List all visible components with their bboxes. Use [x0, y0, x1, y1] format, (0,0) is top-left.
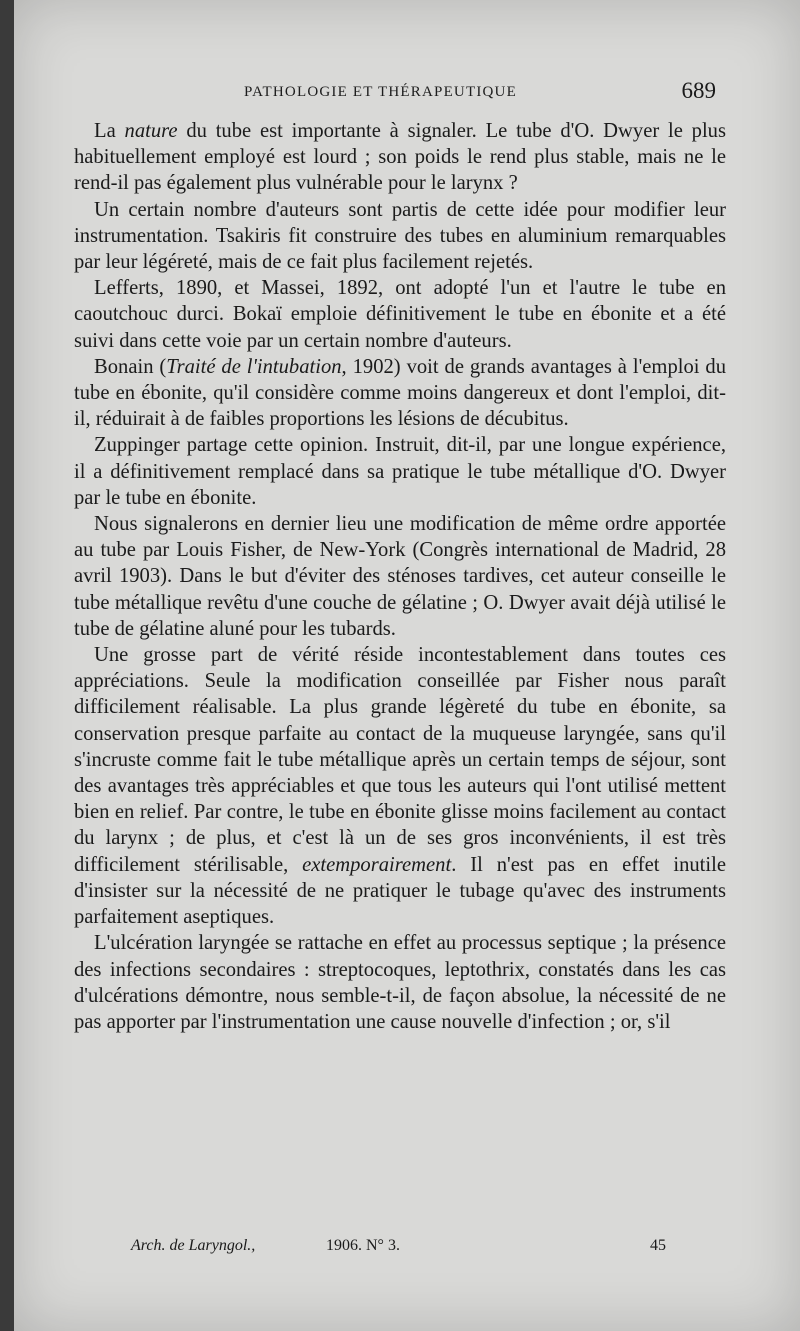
- paragraph-nature: La nature du tube est importante à signaler. Le tube d'O. Dwyer le plus habituellement employé est lourd ; son poids le rend plus stable, mais ne le rend-il pas également plus vulnérable pour le larynx ?: [74, 120, 726, 195]
- paragraph-caoutchouc: Lefferts, 1890, et Massei, 1892, ont adopté l'un et l'autre le tube en caoutchouc durci. Bokaï emploie définitivement le tube en ébonite et a été suivi dans cette voie par un certain nombre d'auteurs.: [74, 277, 726, 352]
- italic-title: Traité de l'intubation: [166, 355, 342, 378]
- paragraph-verite: Une grosse part de vérité réside incontestablement dans toutes ces appréciations. Seule la modification conseillée par Fisher nous paraît difficilement réalisable. La plus grande légèreté du tube en ébonite, sa conservation presque parfaite au contact de la muqueuse laryngée, sans qu'il s'incruste comme fait le tube métallique après un certain temps de séjour, sont des avantages très appréciables et que tous les auteurs qui l'ont utilisé mettent bien en relief. Par contre, le tube en ébonite glisse moins facilement au contact du larynx ; de plus, et c'est là un de ses gros inconvénients, il est très difficilement stérilisable, extemporairement. Il n'est pas en effet inutile d'insister sur la nécessité de ne pratiquer le tubage qu'avec des instruments parfaitement aseptiques.: [74, 644, 726, 929]
- italic-term: extemporairement: [302, 853, 452, 876]
- page-footer: [14, 1237, 800, 1261]
- paragraph-ulceration: L'ulcération laryngée se rattache en effet au processus septique ; la présence des infections secondaires : streptocoques, leptothrix, constatés dans les cas d'ulcérations démontre, nous semble-t-il, de façon absolue, la nécessité de ne pas apporter par l'instrumentation une cause nouvelle d'infection ; or, s'il: [74, 932, 726, 1033]
- body-text: [74, 118, 726, 1035]
- footer-signature: 45: [650, 1237, 666, 1254]
- page-number: 689: [681, 78, 716, 103]
- paragraph-aluminium: Un certain nombre d'auteurs sont partis de cette idée pour modifier leur instrumentation. Tsakiris fit construire des tubes en aluminium remarquables par leur légéreté, mais de ce fait plus facilement rejetés.: [74, 198, 726, 274]
- running-head: [14, 78, 800, 108]
- running-head-title: PATHOLOGIE ET THÉRAPEUTIQUE: [244, 84, 517, 100]
- paragraph-fisher: Nous signalerons en dernier lieu une modification de même ordre apportée au tube par Louis Fisher, de New-York (Congrès international de Madrid, 28 avril 1903). Dans le but d'éviter des sténoses tardives, cet auteur conseille le tube métallique revêtu d'une couche de gélatine ; O. Dwyer avait déjà utilisé le tube de gélatine aluné pour les tubards.: [74, 513, 726, 640]
- footer-issue: 1906. N° 3.: [326, 1237, 400, 1254]
- italic-term: nature: [124, 120, 178, 142]
- paragraph-bonain: Bonain (Traité de l'intubation, 1902) voit de grands avantages à l'emploi du tube en ébonite, qu'il considère comme moins dangereux et dont l'emploi, dit-il, réduirait à de faibles proportions les lésions de décubitus.: [74, 355, 726, 431]
- footer-journal: Arch. de Laryngol.,: [131, 1237, 256, 1254]
- book-page: [14, 0, 800, 1331]
- paragraph-zuppinger: Zuppinger partage cette opinion. Instruit, dit-il, par une longue expérience, il a définitivement remplacé dans sa pratique le tube métallique d'O. Dwyer par le tube en ébonite.: [74, 434, 726, 509]
